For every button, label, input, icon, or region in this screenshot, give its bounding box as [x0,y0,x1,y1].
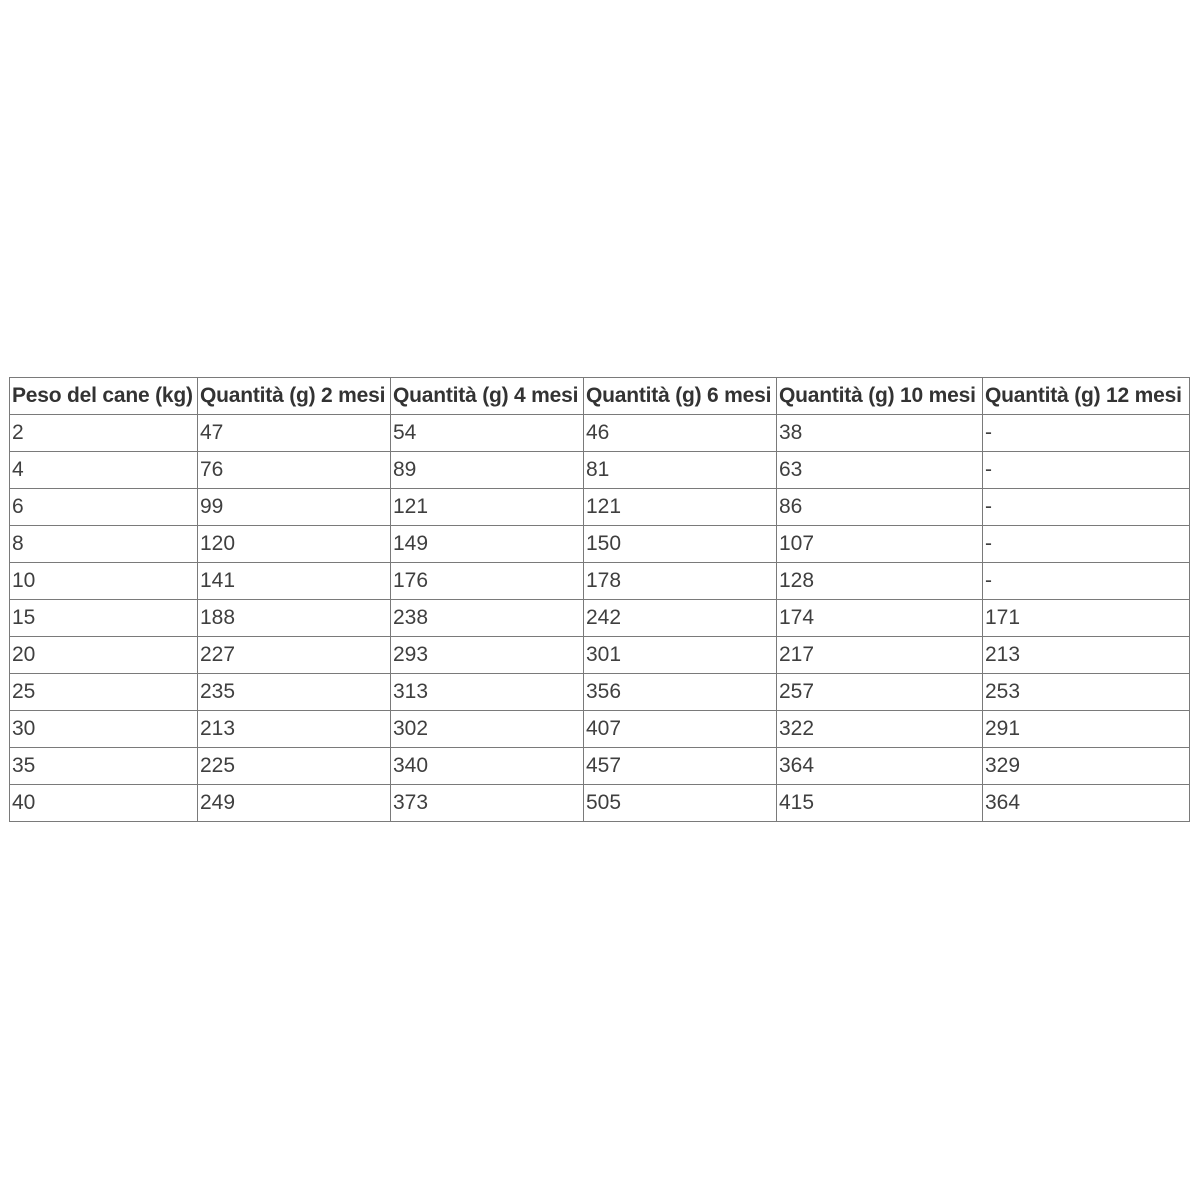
table-cell: 46 [584,415,777,452]
table-row [10,452,1190,489]
table-cell: 20 [10,637,198,674]
table-cell: 176 [391,563,584,600]
table-cell: 322 [777,711,983,748]
feeding-table-container [9,377,1189,822]
table-cell: 457 [584,748,777,785]
table-cell: 415 [777,785,983,822]
table-cell: - [983,415,1190,452]
table-body [10,415,1190,822]
table-cell: 301 [584,637,777,674]
table-cell: 141 [198,563,391,600]
table-cell: 238 [391,600,584,637]
table-cell: 291 [983,711,1190,748]
table-cell: 188 [198,600,391,637]
table-cell: - [983,526,1190,563]
table-cell: 76 [198,452,391,489]
table-cell: 253 [983,674,1190,711]
table-row [10,563,1190,600]
table-cell: 30 [10,711,198,748]
table-cell: 178 [584,563,777,600]
table-cell: 174 [777,600,983,637]
table-cell: 302 [391,711,584,748]
table-cell: 329 [983,748,1190,785]
table-cell: 47 [198,415,391,452]
table-cell: 10 [10,563,198,600]
table-cell: 364 [983,785,1190,822]
table-row [10,785,1190,822]
table-cell: 121 [391,489,584,526]
table-cell: 35 [10,748,198,785]
table-cell: 81 [584,452,777,489]
table-cell: 242 [584,600,777,637]
feeding-table [9,377,1190,822]
table-cell: 6 [10,489,198,526]
table-cell: 107 [777,526,983,563]
table-cell: 128 [777,563,983,600]
table-cell: - [983,489,1190,526]
column-header-qty-12-months: Quantità (g) 12 mesi [983,378,1190,415]
table-row [10,711,1190,748]
table-cell: - [983,452,1190,489]
table-row [10,674,1190,711]
table-cell: 25 [10,674,198,711]
table-row [10,748,1190,785]
table-cell: 213 [983,637,1190,674]
table-row [10,637,1190,674]
table-cell: 217 [777,637,983,674]
table-row [10,415,1190,452]
table-cell: 8 [10,526,198,563]
table-cell: 4 [10,452,198,489]
table-cell: 40 [10,785,198,822]
table-cell: 257 [777,674,983,711]
table-cell: 313 [391,674,584,711]
column-header-qty-10-months: Quantità (g) 10 mesi [777,378,983,415]
column-header-qty-6-months: Quantità (g) 6 mesi [584,378,777,415]
table-cell: 171 [983,600,1190,637]
table-cell: 86 [777,489,983,526]
table-cell: 121 [584,489,777,526]
table-cell: 213 [198,711,391,748]
table-cell: - [983,563,1190,600]
table-cell: 407 [584,711,777,748]
table-cell: 63 [777,452,983,489]
table-cell: 373 [391,785,584,822]
table-cell: 356 [584,674,777,711]
table-cell: 505 [584,785,777,822]
table-cell: 235 [198,674,391,711]
column-header-dog-weight: Peso del cane (kg) [10,378,198,415]
column-header-qty-2-months: Quantità (g) 2 mesi [198,378,391,415]
table-cell: 364 [777,748,983,785]
table-cell: 150 [584,526,777,563]
table-cell: 38 [777,415,983,452]
table-cell: 120 [198,526,391,563]
table-cell: 2 [10,415,198,452]
table-cell: 340 [391,748,584,785]
table-cell: 293 [391,637,584,674]
table-row [10,489,1190,526]
table-cell: 227 [198,637,391,674]
table-cell: 15 [10,600,198,637]
table-cell: 149 [391,526,584,563]
table-cell: 89 [391,452,584,489]
table-cell: 99 [198,489,391,526]
table-row [10,600,1190,637]
table-cell: 249 [198,785,391,822]
column-header-qty-4-months: Quantità (g) 4 mesi [391,378,584,415]
table-cell: 54 [391,415,584,452]
table-header-row [10,378,1190,415]
table-cell: 225 [198,748,391,785]
table-row [10,526,1190,563]
